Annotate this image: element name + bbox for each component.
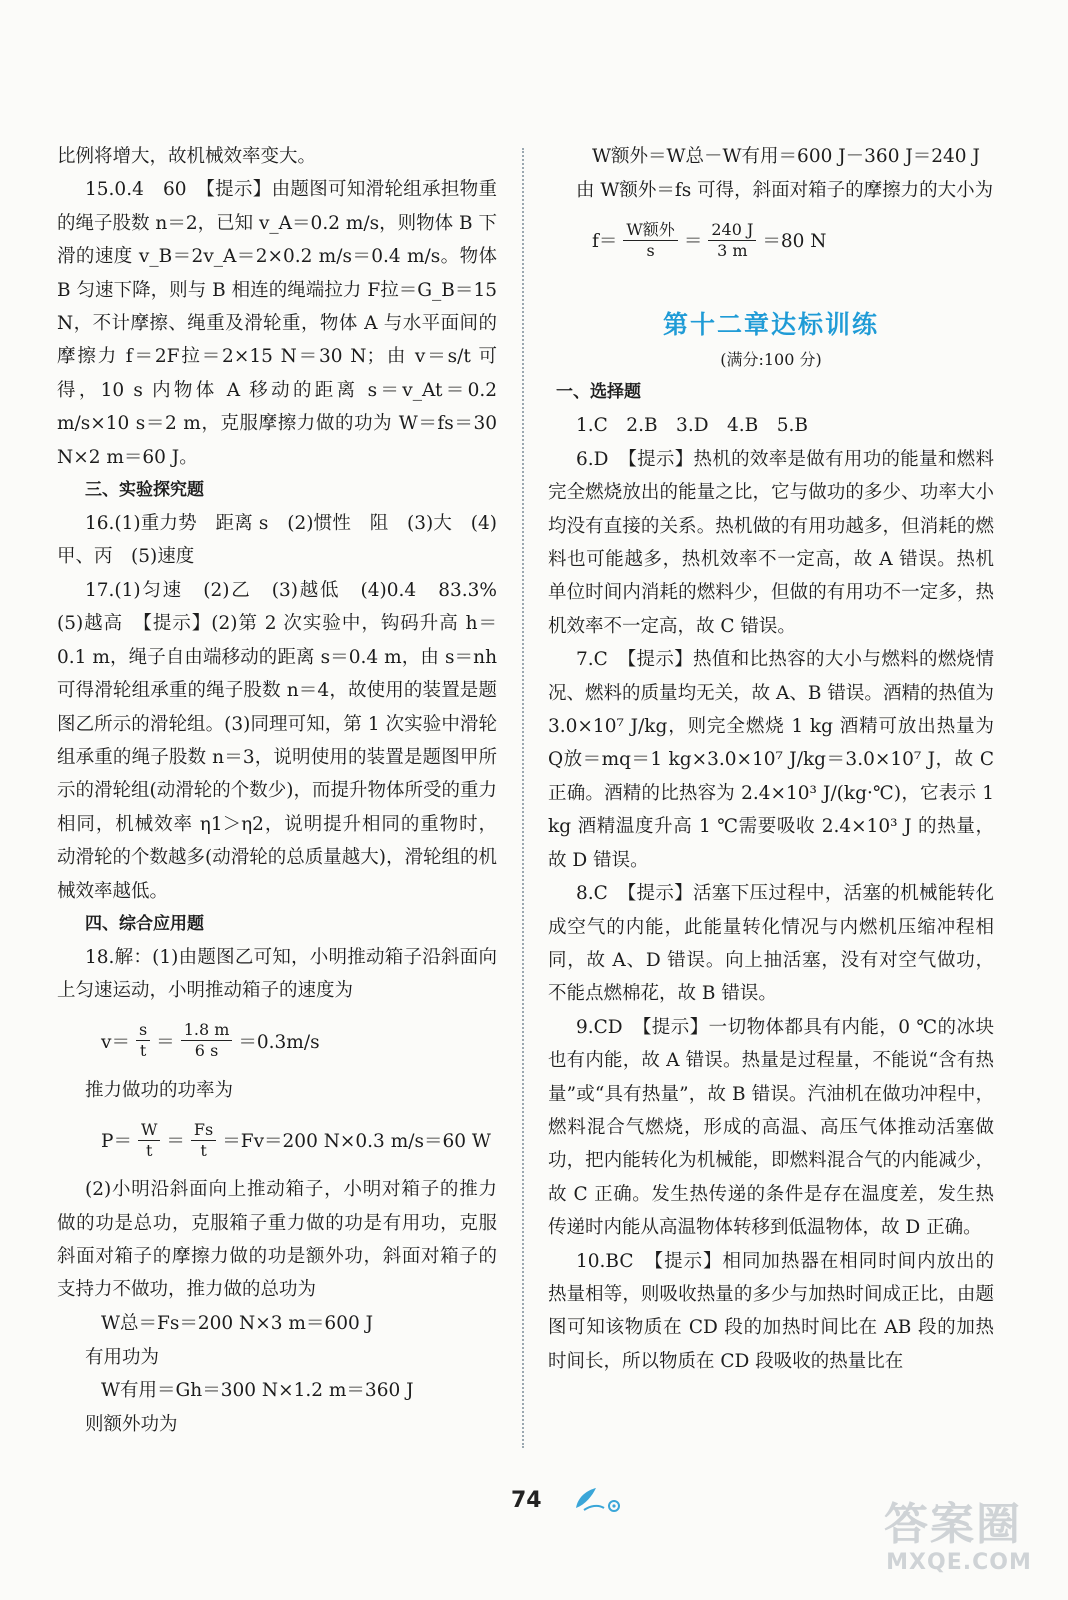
para-continuation: 比例将增大，故机械效率变大。 <box>57 146 317 167</box>
answer-15: 15.0.4 60 【提示】由题图可知滑轮组承担物重的绳子股数 n＝2，已知 v_A＝0.2 m/s，则物体 B 下滑的速度 v_B＝2v_A＝2×0.2 m/s＝0.4 m/s。物体 B 匀速下降，则与 B 相连的绳端拉力 F拉＝G_B＝15 N，不计摩擦、绳重及滑轮重，物体 A 与水平面间的摩擦力 f＝2F拉＝2×15 N＝30 N；由 v＝s/t 可得，10 s 内物体 A 移动的距离 s＝v_At＝0.2 m/s×10 s＝2 m，克服摩擦力做的功为 W＝fs＝30 N×2 m＝60 J。 <box>57 179 497 468</box>
equation-friction: f＝ $\frac{\text{W额外}}{s}$ ＝ $\frac{240 J}{3 m}$ ＝80 N <box>592 219 827 260</box>
chapter-title: 第十二章达标训练 <box>662 310 879 340</box>
page-number: 74 <box>511 1488 542 1513</box>
fraction: $\frac{\text{W额外}}{s}$ <box>623 220 677 261</box>
section-heading-application: 四、综合应用题 <box>85 913 204 934</box>
watermark: 答案圈 MXQE.COM <box>884 1499 1032 1575</box>
chapter-score: (满分:100 分) <box>720 350 822 370</box>
equation-extra-work: W额外＝W总－W有用＝600 J－360 J＝240 J <box>592 146 980 167</box>
column-divider <box>522 148 524 1448</box>
answer-18-useful-label: 有用功为 <box>85 1346 160 1368</box>
leaf-ornament-icon <box>570 1484 626 1514</box>
fraction: $\frac{W}{t}$ <box>138 1120 160 1161</box>
equation-power: P＝ $\frac{W}{t}$ ＝ $\frac{Fs}{t}$ ＝Fv＝200 N×0.3 m/s＝60 W <box>101 1119 491 1160</box>
section-heading-choice: 一、选择题 <box>556 382 641 403</box>
section-heading-experiment: 三、实验探究题 <box>85 480 204 501</box>
answer-8: 8.C 【提示】活塞下压过程中，活塞的机械能转化成空气的内能，此能量转化情况与内燃机压缩冲程相同，故 A、D 错误。向上抽活塞，没有对空气做功，不能点燃棉花，故 B 错误。 <box>548 883 994 1005</box>
answer-18-part2: (2)小明沿斜面向上推动箱子，小明对箱子的推力做的功是总功，克服箱子重力做的功是有用功，克服斜面对箱子的摩擦力做的功是额外功，斜面对箱子的支持力不做功，推力做的总功为 <box>57 1179 497 1301</box>
equation-useful-work: W有用＝Gh＝300 N×1.2 m＝360 J <box>101 1380 414 1402</box>
equation-total-work: W总＝Fs＝200 N×3 m＝600 J <box>101 1312 374 1334</box>
fraction: $\frac{s}{t}$ <box>136 1020 150 1061</box>
answer-16: 16.(1)重力势 距离 s (2)惯性 阻 (3)大 (4)甲、丙 (5)速度 <box>57 513 497 568</box>
right-column <box>548 140 994 1378</box>
answer-6: 6.D 【提示】热机的效率是做有用功的能量和燃料完全燃烧放出的能量之比，它与做功的多少、功率大小均没有直接的关系。热机做的有用功越多，但消耗的燃料也可能越多，热机效率不一定高，故 A 错误。热机单位时间内消耗的燃料少，但做的有用功不一定多，热机效率不一定高，故 C 错误。 <box>548 448 994 637</box>
answers-1-5: 1.C 2.B 3.D 4.B 5.B <box>576 415 809 437</box>
answer-18-power-label: 推力做功的功率为 <box>85 1079 234 1101</box>
fraction: $\frac{1.8 m}{6 s}$ <box>181 1020 233 1061</box>
answer-18-part1: 18.解：(1)由题图乙可知，小明推动箱子沿斜面向上匀速运动，小明推动箱子的速度为 <box>57 946 497 1002</box>
left-column <box>57 140 516 1442</box>
equation-velocity: v＝ $\frac{s}{t}$ ＝ $\frac{1.8 m}{6 s}$ ＝0.3m/s <box>101 1020 320 1061</box>
fraction: $\frac{Fs}{t}$ <box>191 1120 216 1161</box>
fraction: $\frac{240 J}{3 m}$ <box>708 220 756 261</box>
answer-17: 17.(1)匀速 (2)乙 (3)越低 (4)0.4 83.3% (5)越高 【提示】(2)第 2 次实验中，钩码升高 h＝0.1 m，绳子自由端移动的距离 s＝0.4 m，由 s＝nh 可得滑轮组承重的绳子股数 n＝4，故使用的装置是题图乙所示的滑轮组。(3)同理可知，第 1 次实验中滑轮组承重的绳子股数 n＝3，说明使用的装置是题图甲所示的滑轮组(动滑轮的个数少)，而提升物体所受的重力相同，机械效率 η1＞η2，说明提升相同的重物时，动滑轮的个数越多(动滑轮的总质量越大)，滑轮组的机械效率越低。 <box>57 579 516 902</box>
answer-10: 10.BC 【提示】相同加热器在相同时间内放出的热量相等，则吸收热量的多少与加热时间成正比，由题图可知该物质在 CD 段的加热时间比在 AB 段的加热时间长，所以物质在 CD 段吸收的热量比在 <box>548 1250 994 1372</box>
answer-7: 7.C 【提示】热值和比热容的大小与燃料的燃烧情况、燃料的质量均无关，故 A、B 错误。酒精的热值为 3.0×10⁷ J/kg，则完全燃烧 1 kg 酒精可放出热量为 Q放＝mq＝1 kg×3.0×10⁷ J/kg＝3.0×10⁷ J，故 C 正确。酒精的比热容为 2.4×10³ J/(kg·℃)，它表示 1 kg 酒精温度升高 1 ℃需要吸收 2.4×10³ J 的热量，故 D 错误。 <box>548 649 994 871</box>
answer-9: 9.CD 【提示】一切物体都具有内能，0 ℃的冰块也有内能，故 A 错误。热量是过程量，不能说“含有热量”或“具有热量”，故 B 错误。汽油机在做功冲程中，燃料混合气燃烧，形成的高温、高压气体推动活塞做功，把内能转化为机械能，即燃料混合气的内能减少，故 C 正确。发生热传递的条件是存在温度差，发生热传递时内能从高温物体转移到低温物体，故 D 正确。 <box>548 1016 994 1239</box>
answer-18-friction-text: 由 W额外＝fs 可得，斜面对箱子的摩擦力的大小为 <box>576 180 994 201</box>
answer-18-extra-label: 则额外功为 <box>85 1414 178 1436</box>
